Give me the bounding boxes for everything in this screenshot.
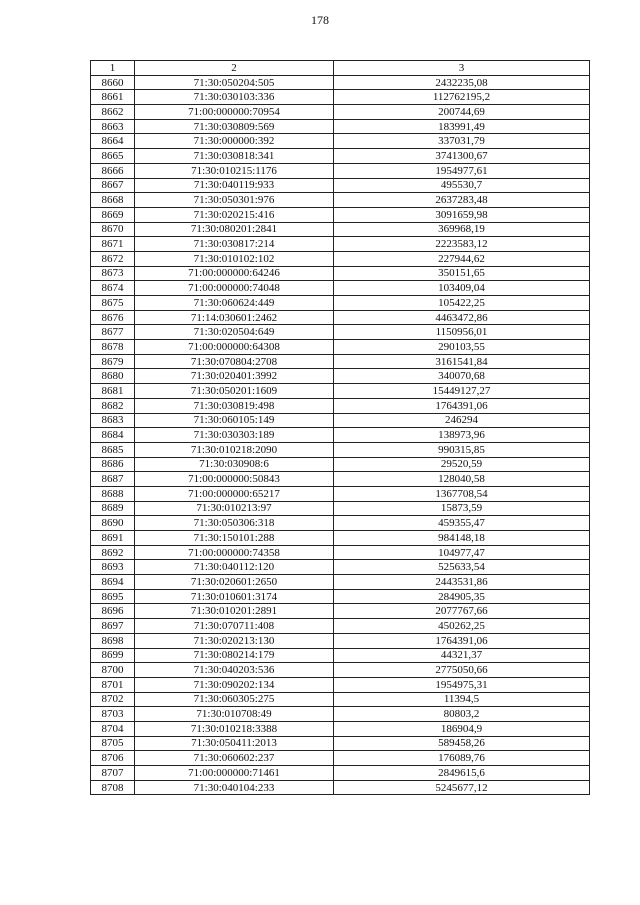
row-number-cell: 8692 (91, 545, 135, 560)
row-number-cell: 8704 (91, 721, 135, 736)
cadastral-number-cell: 71:30:010218:2090 (135, 442, 334, 457)
data-table (90, 60, 590, 795)
row-number-cell: 8698 (91, 633, 135, 648)
table-row (91, 340, 590, 355)
table-header (91, 61, 590, 76)
table-row (91, 149, 590, 164)
value-cell: 2775050,66 (334, 663, 590, 678)
row-number-cell: 8701 (91, 677, 135, 692)
value-cell: 186904,9 (334, 721, 590, 736)
value-cell: 1150956,01 (334, 325, 590, 340)
row-number-cell: 8671 (91, 237, 135, 252)
row-number-cell: 8676 (91, 310, 135, 325)
table-row (91, 472, 590, 487)
cadastral-number-cell: 71:30:080214:179 (135, 648, 334, 663)
cadastral-number-cell: 71:30:030103:336 (135, 90, 334, 105)
row-number-cell: 8683 (91, 413, 135, 428)
row-number-cell: 8666 (91, 163, 135, 178)
value-cell: 290103,55 (334, 340, 590, 355)
row-number-cell: 8670 (91, 222, 135, 237)
row-number-cell: 8696 (91, 604, 135, 619)
value-cell: 2223583,12 (334, 237, 590, 252)
row-number-cell: 8684 (91, 428, 135, 443)
value-cell: 1954977,61 (334, 163, 590, 178)
table-row (91, 193, 590, 208)
cadastral-number-cell: 71:30:080201:2841 (135, 222, 334, 237)
cadastral-number-cell: 71:30:000000:392 (135, 134, 334, 149)
cadastral-number-cell: 71:30:040104:233 (135, 780, 334, 795)
value-cell: 3091659,98 (334, 207, 590, 222)
value-cell: 15449127,27 (334, 384, 590, 399)
value-cell: 459355,47 (334, 516, 590, 531)
row-number-cell: 8662 (91, 105, 135, 120)
table-row (91, 633, 590, 648)
cadastral-number-cell: 71:30:010215:1176 (135, 163, 334, 178)
header-row (91, 61, 590, 76)
table-row (91, 721, 590, 736)
value-cell: 2443531,86 (334, 575, 590, 590)
row-number-cell: 8664 (91, 134, 135, 149)
table-row (91, 428, 590, 443)
table-row (91, 589, 590, 604)
value-cell: 246294 (334, 413, 590, 428)
value-cell: 3741300,67 (334, 149, 590, 164)
table-row (91, 413, 590, 428)
cadastral-number-cell: 71:30:050306:318 (135, 516, 334, 531)
table-row (91, 560, 590, 575)
table-row (91, 134, 590, 149)
value-cell: 1954975,31 (334, 677, 590, 692)
row-number-cell: 8697 (91, 619, 135, 634)
row-number-cell: 8694 (91, 575, 135, 590)
row-number-cell: 8680 (91, 369, 135, 384)
table-row (91, 384, 590, 399)
row-number-cell: 8695 (91, 589, 135, 604)
cadastral-number-cell: 71:30:050301:976 (135, 193, 334, 208)
value-cell: 128040,58 (334, 472, 590, 487)
row-number-cell: 8708 (91, 780, 135, 795)
value-cell: 29520,59 (334, 457, 590, 472)
cadastral-number-cell: 71:14:030601:2462 (135, 310, 334, 325)
cadastral-number-cell: 71:00:000000:50843 (135, 472, 334, 487)
row-number-cell: 8668 (91, 193, 135, 208)
cadastral-number-cell: 71:00:000000:64246 (135, 266, 334, 281)
cadastral-number-cell: 71:00:000000:70954 (135, 105, 334, 120)
cadastral-number-cell: 71:00:000000:64308 (135, 340, 334, 355)
row-number-cell: 8675 (91, 296, 135, 311)
value-cell: 337031,79 (334, 134, 590, 149)
cadastral-number-cell: 71:30:030303:189 (135, 428, 334, 443)
row-number-cell: 8677 (91, 325, 135, 340)
table-row (91, 780, 590, 795)
table-row (91, 604, 590, 619)
table-row (91, 736, 590, 751)
value-cell: 1764391,06 (334, 633, 590, 648)
table-row (91, 531, 590, 546)
cadastral-number-cell: 71:30:150101:288 (135, 531, 334, 546)
table-row (91, 457, 590, 472)
header-col-1: 1 (91, 61, 135, 76)
cadastral-number-cell: 71:30:040203:536 (135, 663, 334, 678)
cadastral-number-cell: 71:30:010102:102 (135, 251, 334, 266)
table-row (91, 163, 590, 178)
cadastral-number-cell: 71:30:060602:237 (135, 751, 334, 766)
value-cell: 2849615,6 (334, 766, 590, 781)
value-cell: 103409,04 (334, 281, 590, 296)
value-cell: 104977,47 (334, 545, 590, 560)
table-row (91, 251, 590, 266)
cadastral-number-cell: 71:00:000000:74358 (135, 545, 334, 560)
row-number-cell: 8661 (91, 90, 135, 105)
cadastral-number-cell: 71:30:070804:2708 (135, 354, 334, 369)
cadastral-number-cell: 71:30:040119:933 (135, 178, 334, 193)
table-row (91, 222, 590, 237)
value-cell: 1367708,54 (334, 486, 590, 501)
row-number-cell: 8678 (91, 340, 135, 355)
table-row (91, 501, 590, 516)
cadastral-number-cell: 71:00:000000:74048 (135, 281, 334, 296)
cadastral-number-cell: 71:30:040112:120 (135, 560, 334, 575)
table-row (91, 692, 590, 707)
table-row (91, 442, 590, 457)
row-number-cell: 8673 (91, 266, 135, 281)
value-cell: 183991,49 (334, 119, 590, 134)
cadastral-number-cell: 71:30:010213:97 (135, 501, 334, 516)
cadastral-number-cell: 71:30:010708:49 (135, 707, 334, 722)
table-row (91, 707, 590, 722)
cadastral-number-cell: 71:30:030908:6 (135, 457, 334, 472)
row-number-cell: 8685 (91, 442, 135, 457)
table-row (91, 648, 590, 663)
row-number-cell: 8686 (91, 457, 135, 472)
page-number: 178 (311, 13, 329, 27)
table-row (91, 354, 590, 369)
table-row (91, 516, 590, 531)
value-cell: 2637283,48 (334, 193, 590, 208)
table-row (91, 575, 590, 590)
value-cell: 1764391,06 (334, 398, 590, 413)
row-number-cell: 8693 (91, 560, 135, 575)
cadastral-number-cell: 71:30:020213:130 (135, 633, 334, 648)
cadastral-number-cell: 71:30:030817:214 (135, 237, 334, 252)
value-cell: 2077767,66 (334, 604, 590, 619)
row-number-cell: 8699 (91, 648, 135, 663)
value-cell: 340070,68 (334, 369, 590, 384)
row-number-cell: 8690 (91, 516, 135, 531)
cadastral-number-cell: 71:30:010218:3388 (135, 721, 334, 736)
value-cell: 138973,96 (334, 428, 590, 443)
table-row (91, 296, 590, 311)
table-row (91, 75, 590, 90)
table-row (91, 266, 590, 281)
row-number-cell: 8674 (91, 281, 135, 296)
row-number-cell: 8679 (91, 354, 135, 369)
cadastral-number-cell: 71:30:010201:2891 (135, 604, 334, 619)
cadastral-number-cell: 71:30:020601:2650 (135, 575, 334, 590)
table-row (91, 369, 590, 384)
row-number-cell: 8689 (91, 501, 135, 516)
row-number-cell: 8663 (91, 119, 135, 134)
value-cell: 2432235,08 (334, 75, 590, 90)
value-cell: 80803,2 (334, 707, 590, 722)
value-cell: 5245677,12 (334, 780, 590, 795)
row-number-cell: 8665 (91, 149, 135, 164)
row-number-cell: 8672 (91, 251, 135, 266)
cadastral-number-cell: 71:30:020215:416 (135, 207, 334, 222)
row-number-cell: 8700 (91, 663, 135, 678)
table-row (91, 766, 590, 781)
row-number-cell: 8706 (91, 751, 135, 766)
row-number-cell: 8681 (91, 384, 135, 399)
cadastral-number-cell: 71:30:050204:505 (135, 75, 334, 90)
cadastral-number-cell: 71:30:050411:2013 (135, 736, 334, 751)
table-row (91, 90, 590, 105)
cadastral-number-cell: 71:30:090202:134 (135, 677, 334, 692)
table-row (91, 677, 590, 692)
value-cell: 200744,69 (334, 105, 590, 120)
value-cell: 369968,19 (334, 222, 590, 237)
table-row (91, 237, 590, 252)
table-body (91, 75, 590, 795)
cadastral-number-cell: 71:30:020504:649 (135, 325, 334, 340)
value-cell: 495530,7 (334, 178, 590, 193)
table-row (91, 663, 590, 678)
table-row (91, 486, 590, 501)
value-cell: 3161541,84 (334, 354, 590, 369)
table-row (91, 619, 590, 634)
table-row (91, 178, 590, 193)
cadastral-number-cell: 71:30:030809:569 (135, 119, 334, 134)
cadastral-number-cell: 71:30:030818:341 (135, 149, 334, 164)
value-cell: 525633,54 (334, 560, 590, 575)
cadastral-number-cell: 71:30:020401:3992 (135, 369, 334, 384)
value-cell: 450262,25 (334, 619, 590, 634)
value-cell: 11394,5 (334, 692, 590, 707)
value-cell: 176089,76 (334, 751, 590, 766)
value-cell: 589458,26 (334, 736, 590, 751)
cadastral-number-cell: 71:30:070711:408 (135, 619, 334, 634)
cadastral-number-cell: 71:30:030819:498 (135, 398, 334, 413)
table-row (91, 751, 590, 766)
value-cell: 984148,18 (334, 531, 590, 546)
value-cell: 990315,85 (334, 442, 590, 457)
row-number-cell: 8687 (91, 472, 135, 487)
row-number-cell: 8691 (91, 531, 135, 546)
header-col-3: 3 (334, 61, 590, 76)
value-cell: 15873,59 (334, 501, 590, 516)
cadastral-number-cell: 71:30:060105:149 (135, 413, 334, 428)
value-cell: 227944,62 (334, 251, 590, 266)
row-number-cell: 8707 (91, 766, 135, 781)
table-row (91, 325, 590, 340)
cadastral-number-cell: 71:30:060624:449 (135, 296, 334, 311)
row-number-cell: 8705 (91, 736, 135, 751)
table-row (91, 119, 590, 134)
cadastral-number-cell: 71:30:010601:3174 (135, 589, 334, 604)
table-row (91, 310, 590, 325)
cadastral-number-cell: 71:30:060305:275 (135, 692, 334, 707)
value-cell: 4463472,86 (334, 310, 590, 325)
cadastral-number-cell: 71:00:000000:65217 (135, 486, 334, 501)
row-number-cell: 8667 (91, 178, 135, 193)
table-row (91, 207, 590, 222)
row-number-cell: 8688 (91, 486, 135, 501)
value-cell: 350151,65 (334, 266, 590, 281)
row-number-cell: 8660 (91, 75, 135, 90)
header-col-2: 2 (135, 61, 334, 76)
cadastral-number-cell: 71:30:050201:1609 (135, 384, 334, 399)
table-row (91, 281, 590, 296)
table-row (91, 105, 590, 120)
row-number-cell: 8669 (91, 207, 135, 222)
row-number-cell: 8703 (91, 707, 135, 722)
cadastral-number-cell: 71:00:000000:71461 (135, 766, 334, 781)
value-cell: 105422,25 (334, 296, 590, 311)
value-cell: 284905,35 (334, 589, 590, 604)
value-cell: 44321,37 (334, 648, 590, 663)
value-cell: 112762195,2 (334, 90, 590, 105)
table-row (91, 398, 590, 413)
row-number-cell: 8702 (91, 692, 135, 707)
row-number-cell: 8682 (91, 398, 135, 413)
table-row (91, 545, 590, 560)
